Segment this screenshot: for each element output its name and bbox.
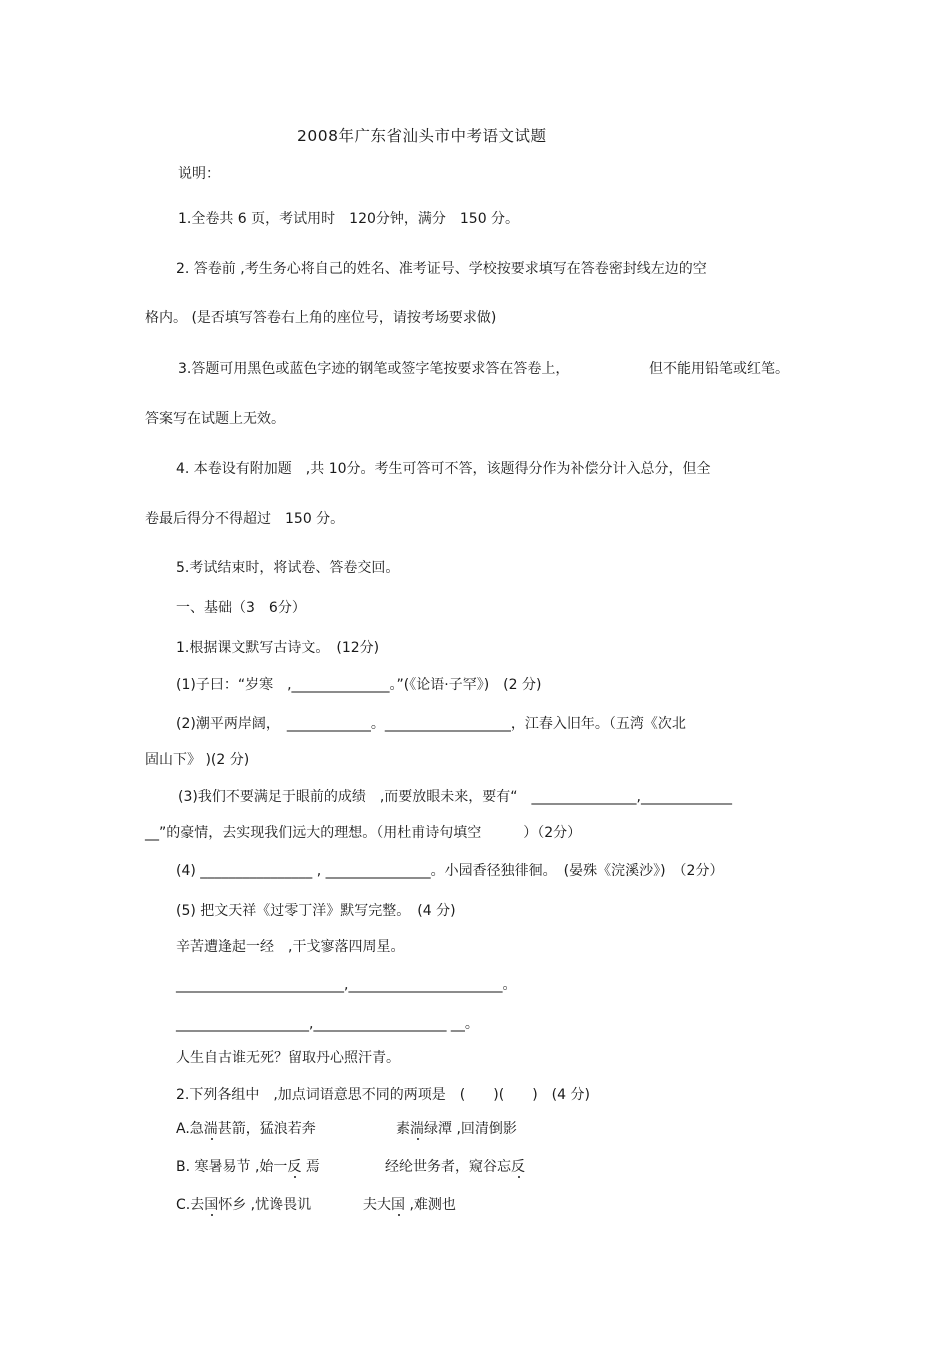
option-b-label: B.: [176, 1159, 191, 1175]
option-c-dotted-word-2: 国: [391, 1197, 405, 1213]
question-2-stem: 2.下列各组中 ,加点词语意思不同的两项是 ( )( ) (4 分): [176, 1087, 590, 1103]
instruction-3-cont: 答案写在试题上无效。: [145, 411, 285, 427]
instruction-2: 2. 答卷前 ,考生务心将自己的姓名、准考证号、学校按要求填写在答卷密封线左边的空: [176, 261, 707, 277]
option-a-dotted-word: 湍: [203, 1121, 218, 1137]
option-a-dotted-word-2: 湍: [410, 1121, 424, 1137]
option-c-pre: 去: [190, 1197, 205, 1213]
option-a-label: A.: [176, 1121, 190, 1137]
instruction-4-cont: 卷最后得分不得超过 150 分。: [145, 511, 345, 527]
option-c-pre-2: 夫大: [363, 1197, 391, 1213]
option-a-pre: 急: [189, 1121, 204, 1137]
option-a-post-2: 绿潭 ,回清倒影: [424, 1121, 517, 1137]
option-a-post: 甚箭，猛浪若奔: [217, 1121, 316, 1137]
instruction-3-tail: 但不能用铅笔或红笔。: [649, 361, 789, 377]
question-1-stem: 1.根据课文默写古诗文。 (12分): [176, 640, 380, 656]
instruction-2-cont: 格内。 (是否填写答卷右上角的座位号，请按考场要求做): [145, 310, 497, 326]
question-1-part-3-cont: __”的豪情，去实现我们远大的理想。（用杜甫诗句填空 ）（2分）: [145, 825, 582, 841]
option-c-label: C.: [176, 1197, 191, 1213]
option-b-second: [385, 1157, 525, 1177]
question-1-part-1: (1)子曰：“岁寒 ,______________。”(《论语·子罕》) (2 分): [176, 677, 542, 693]
instruction-5: 5.考试结束时，将试卷、答卷交回。: [176, 560, 400, 576]
page-title: 2008年广东省汕头市中考语文试题: [297, 127, 547, 145]
question-1-part-2-cont: 固山下》 )(2 分): [145, 752, 250, 768]
option-b: [176, 1157, 320, 1177]
option-c-post: 怀乡 ,忧谗畏讥: [218, 1197, 312, 1213]
question-1-part-3: (3)我们不要满足于眼前的成绩 ,而要放眼未来，要有“ _______________,_____________: [178, 789, 732, 805]
option-a-second: [396, 1119, 517, 1139]
option-c-second: [363, 1195, 456, 1215]
option-b-dotted-word-2: 反: [511, 1159, 525, 1175]
option-c-dotted-word: 国: [204, 1197, 219, 1213]
instruction-3: 3.答题可用黑色或蓝色字迹的钢笔或签字笔按要求答在答卷上，: [178, 361, 570, 377]
option-b-pre-2: 经纶世务者，窥谷忘: [385, 1159, 511, 1175]
question-1-part-2: (2)潮平两岸阔， ____________。__________________，江春入旧年。（五湾《次北: [176, 716, 686, 732]
instruction-4: 4. 本卷设有附加题 ,共 10分。考生可答可不答，该题得分作为补偿分计入总分，但全: [176, 461, 711, 477]
option-b-dotted-word: 反: [287, 1159, 302, 1175]
option-c: [176, 1195, 311, 1215]
option-b-post: 焉: [305, 1159, 320, 1175]
option-b-pre: 寒暑易节 ,始一: [194, 1159, 288, 1175]
instructions-heading: 说明：: [178, 166, 220, 182]
instruction-1: 1.全卷共 6 页，考试用时 120分钟，满分 150 分。: [178, 211, 520, 227]
poem-line-4: 人生自古谁无死？留取丹心照汗青。: [176, 1050, 400, 1066]
question-1-part-5: (5) 把文天祥《过零丁洋》默写完整。 (4 分): [176, 903, 456, 919]
question-1-part-4: (4) ________________ , _______________。小园香径独徘徊。 (晏殊《浣溪沙》) （2分）: [176, 863, 724, 879]
poem-line-1: 辛苦遭逢起一经 ,干戈寥落四周星。: [176, 939, 405, 955]
option-c-post-2: ,难测也: [405, 1197, 456, 1213]
poem-blank-1: ________________________,______________________。: [176, 977, 517, 993]
poem-blank-2: ___________________,___________________ __。: [176, 1016, 479, 1032]
option-a-pre-2: 素: [396, 1121, 410, 1137]
option-a: [176, 1119, 316, 1139]
section-heading: 一、基础（3 6分）: [176, 600, 306, 616]
